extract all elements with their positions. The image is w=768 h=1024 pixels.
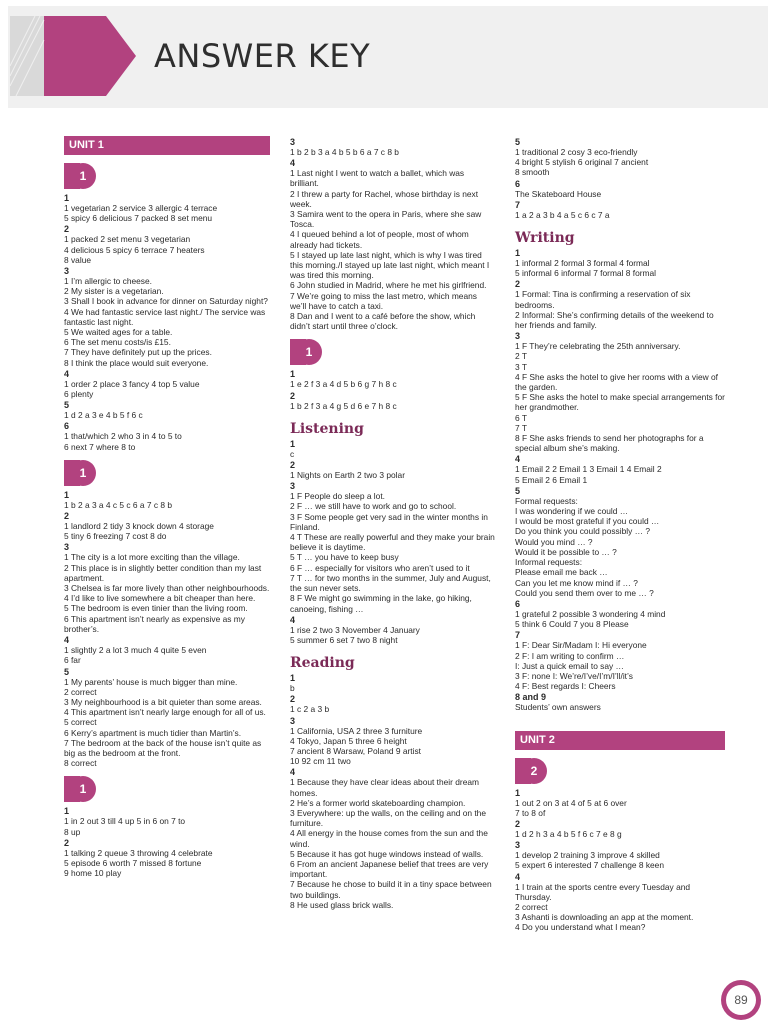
answer-line: 5 episode 6 worth 7 missed 8 fortune <box>64 857 202 868</box>
answer-line: 2 I threw a party for Rachel, whose birthday is next week. <box>290 188 479 209</box>
answer-line: Please email me back … <box>515 567 608 578</box>
answer-line: The Skateboard House <box>515 188 602 199</box>
exercise-number: 5 <box>64 400 70 411</box>
exercise-number: 4 <box>64 635 70 646</box>
exercise-number: 3 <box>515 331 521 342</box>
answer-line: 6 This apartment isn’t nearly as expensive as my brother’s. <box>64 613 245 634</box>
answer-line: 7 T <box>515 422 527 433</box>
lesson-number: 2 <box>521 758 547 784</box>
answer-line: 1 traditional 2 cosy 3 eco-friendly <box>515 147 638 157</box>
exercise-number: 2 <box>515 818 521 829</box>
answer-line: 4 I queued behind a lot of people, most of whom already had tickets. <box>290 229 469 250</box>
column-left <box>64 136 270 878</box>
answer-line: 5 I stayed up late last night, which is why I was tired this morning./I stayed up late last night, which meant I was tired this morning. <box>290 249 490 281</box>
answer-line: Formal requests: <box>515 495 578 506</box>
answer-line: 1 Formal: Tina is confirming a reservation of six bedrooms. <box>515 289 691 310</box>
answer-line: Students’ own answers <box>515 702 601 713</box>
answer-line: 3 Samira went to the opera in Paris, where she saw Tosca. <box>290 209 482 230</box>
lesson-tab <box>290 339 495 365</box>
answer-line: 4 delicious 5 spicy 6 terrace 7 heaters <box>64 244 205 255</box>
answer-line: 1 e 2 f 3 a 4 d 5 b 6 g 7 h 8 c <box>290 379 397 390</box>
answer-line: 8 smooth <box>515 167 550 178</box>
answer-line: Can you let me know mind if … ? <box>515 577 638 588</box>
exercise-number: 5 <box>515 137 521 147</box>
answer-line: 3 Ashanti is downloading an app at the moment. <box>515 912 694 923</box>
answer-line: 1 talking 2 queue 3 throwing 4 celebrate <box>64 847 213 858</box>
column-middle <box>290 136 495 910</box>
answer-line: 6 John studied in Madrid, where he met his girlfriend. <box>290 280 487 291</box>
lesson-tab <box>64 776 270 802</box>
answer-line: 1 b 2 a 3 a 4 c 5 c 6 a 7 c 8 b <box>64 499 173 510</box>
answer-line: 2 Informal: She’s confirming details of the weekend to her friends and family. <box>515 309 714 331</box>
exercise-number: 3 <box>290 137 296 147</box>
answer-line: Informal requests: <box>515 557 583 568</box>
answer-line: 8 Dan and I went to a café before the show, which didn’t start until three o’clock. <box>290 311 476 332</box>
exercise-number: 4 <box>290 767 296 778</box>
answer-line: 1 c 2 a 3 b <box>290 704 330 715</box>
answer-line: 8 F She asks friends to send her photographs for a special album she’s making. <box>515 433 704 454</box>
unit-heading: UNIT 2 <box>515 731 725 750</box>
answer-line: 2 My sister is a vegetarian. <box>64 286 164 297</box>
exercise-number: 1 <box>290 673 296 684</box>
exercise-number: 2 <box>290 460 296 471</box>
lesson-number: 1 <box>70 460 96 486</box>
exercise-number: 3 <box>64 266 70 277</box>
exercise-number: 4 <box>515 871 521 882</box>
answer-line: 6 plenty <box>64 389 94 400</box>
answer-line: 1 F People do sleep a lot. <box>290 491 385 502</box>
answer-line: 1 vegetarian 2 service 3 allergic 4 terrace <box>64 203 218 213</box>
answer-line: 7 T … for two months in the summer, July and August, the sun never sets. <box>290 572 491 594</box>
answer-line: 1 d 2 a 3 e 4 b 5 f 6 c <box>64 410 143 421</box>
answer-line: 1 out 2 on 3 at 4 of 5 at 6 over <box>515 797 627 808</box>
answer-line: 1 I’m allergic to cheese. <box>64 276 152 287</box>
section-heading: Listening <box>290 420 364 437</box>
answer-line: 6 far <box>64 655 81 666</box>
answer-line: 5 The bedroom is even tinier than the living room. <box>64 603 248 614</box>
lesson-number: 1 <box>70 163 96 189</box>
exercise-number: 1 <box>515 248 521 259</box>
answer-line: 5 informal 6 informal 7 formal 8 formal <box>515 268 657 279</box>
section-heading: Reading <box>290 655 355 672</box>
answer-line: 1 d 2 h 3 a 4 b 5 f 6 c 7 e 8 g <box>515 828 622 839</box>
answer-line: b <box>290 683 295 694</box>
exercise-number: 4 <box>290 614 296 625</box>
answer-line: 4 F: Best regards I: Cheers <box>515 681 616 692</box>
answer-line: 7 We’re going to miss the last metro, which means we’ll have to catch a taxi. <box>290 290 477 311</box>
exercise-number: 2 <box>64 224 70 235</box>
answer-line: 4 We had fantastic service last night./ The service was fantastic last night. <box>64 306 266 327</box>
answer-line: 3 F Some people get very sad in the winter months in Finland. <box>290 511 488 532</box>
answer-line: 10 92 cm 11 two <box>290 756 351 767</box>
answer-line: 8 value <box>64 254 92 265</box>
answer-line: 5 correct <box>64 717 97 728</box>
lesson-tab <box>64 460 270 486</box>
answer-line: 8 I think the place would suit everyone. <box>64 357 209 368</box>
answer-line: 3 Chelsea is far more lively than other neighbourhoods. <box>64 583 270 594</box>
answer-line: 2 F: I am writing to confirm … <box>515 650 625 661</box>
answer-line: 7 Because he chose to build it in a tiny space between two buildings. <box>290 879 492 900</box>
answer-line: 3 Shall I book in advance for dinner on Saturday night? <box>64 296 268 307</box>
answer-line: 2 He’s a former world skateboarding champion. <box>290 797 466 808</box>
answer-line: 3 Everywhere: up the walls, on the ceiling and on the furniture. <box>290 807 487 829</box>
answer-line: 4 I’d like to live somewhere a bit cheaper than here. <box>64 593 256 604</box>
answer-line: 2 This place is in slightly better condition than my last apartment. <box>64 562 262 583</box>
exercise-number: 3 <box>515 840 521 851</box>
column-right <box>515 136 725 933</box>
answer-line: 1 packed 2 set menu 3 vegetarian <box>64 234 191 245</box>
page-number: 89 <box>726 985 756 1015</box>
exercise-number: 2 <box>64 837 70 848</box>
answer-line: 6 next 7 where 8 to <box>64 441 136 452</box>
answer-line: 1 landlord 2 tidy 3 knock down 4 storage <box>64 521 214 532</box>
answer-line: 2 T <box>515 351 527 362</box>
answer-line: Could you send them over to me … ? <box>515 587 654 598</box>
answer-line: 4 F She asks the hotel to give her rooms with a view of the garden. <box>515 371 718 393</box>
answer-line: 5 expert 6 interested 7 challenge 8 keen <box>515 860 664 871</box>
answer-line: 6 The set menu costs/is £15. <box>64 337 171 348</box>
answer-line: 4 Do you understand what I mean? <box>515 922 646 933</box>
exercise-number: 4 <box>290 158 296 169</box>
answer-line: 4 bright 5 stylish 6 original 7 ancient <box>515 157 649 168</box>
answer-line: 1 rise 2 two 3 November 4 January <box>290 624 420 635</box>
answer-line: 5 We waited ages for a table. <box>64 327 173 338</box>
answer-line: 5 think 6 Could 7 you 8 Please <box>515 619 629 630</box>
lesson-tab <box>515 758 725 784</box>
answer-line: 7 The bedroom at the back of the house isn’t quite as big as the bedroom at the front. <box>64 737 262 758</box>
answer-line: 5 F She asks the hotel to make special arrangements for her grandmother. <box>515 392 725 413</box>
answer-line: 4 All energy in the house comes from the sun and the wind. <box>290 828 488 849</box>
answer-line: 4 This apartment isn’t nearly large enough for all of us. <box>64 707 266 718</box>
exercise-number: 4 <box>515 454 521 465</box>
answer-line: 3 F: none I: We’re/I’ve/I’m/I’ll/it’s <box>515 670 633 681</box>
answer-line: 1 in 2 out 3 till 4 up 5 in 6 on 7 to <box>64 816 186 827</box>
answer-line: 5 T … you have to keep busy <box>290 552 399 563</box>
answer-line: 7 to 8 of <box>515 807 546 818</box>
exercise-number: 2 <box>290 390 296 401</box>
answer-line: I would be most grateful if you could … <box>515 516 660 527</box>
answer-line: 1 informal 2 formal 3 formal 4 formal <box>515 258 650 269</box>
exercise-number: 6 <box>515 178 521 189</box>
answer-line: 1 My parents’ house is much bigger than mine. <box>64 676 238 687</box>
answer-line: 5 summer 6 set 7 two 8 night <box>290 634 398 645</box>
answer-line: 1 develop 2 training 3 improve 4 skilled <box>515 850 660 861</box>
exercise-number: 6 <box>515 598 521 609</box>
answer-line: 3 My neighbourhood is a bit quieter than some areas. <box>64 696 262 707</box>
exercise-number: 2 <box>64 511 70 522</box>
answer-line: 5 Email 2 6 Email 1 <box>515 474 588 485</box>
exercise-number: 1 <box>290 438 296 449</box>
answer-line: I was wondering if we could … <box>515 506 629 517</box>
answer-line: 1 Because they have clear ideas about their dream homes. <box>290 777 480 798</box>
exercise-number: 1 <box>64 193 70 203</box>
answer-line: 2 correct <box>64 686 97 697</box>
answer-line: 1 F: Dear Sir/Madam I: Hi everyone <box>515 640 647 651</box>
exercise-number: 7 <box>515 199 521 210</box>
answer-line: 1 slightly 2 a lot 3 much 4 quite 5 even <box>64 645 207 656</box>
answer-line: 4 Tokyo, Japan 5 three 6 height <box>290 735 407 746</box>
exercise-number: 2 <box>515 279 521 290</box>
answer-line: 1 grateful 2 possible 3 wondering 4 mind <box>515 608 666 619</box>
answer-line: 8 correct <box>64 758 97 769</box>
answer-line: Would it be possible to … ? <box>515 546 617 557</box>
answer-line: 7 ancient 8 Warsaw, Poland 9 artist <box>290 745 421 756</box>
exercise-number: 1 <box>290 369 296 380</box>
answer-line: 8 up <box>64 826 81 837</box>
answer-line: 1 Email 2 2 Email 1 3 Email 1 4 Email 2 <box>515 464 662 475</box>
lesson-tab <box>64 163 270 189</box>
answer-line: 1 that/which 2 who 3 in 4 to 5 to <box>64 431 182 442</box>
section-heading: Writing <box>515 230 575 247</box>
exercise-number: 4 <box>64 368 70 379</box>
exercise-number: 1 <box>64 806 70 817</box>
answer-line: 1 b 2 b 3 a 4 b 5 b 6 a 7 c 8 b <box>290 147 399 157</box>
answer-line: 5 tiny 6 freezing 7 cost 8 do <box>64 531 167 542</box>
answer-line: 4 T These are really powerful and they make your brain believe it is daytime. <box>290 532 495 553</box>
answer-line: 8 F We might go swimming in the lake, go hiking, canoeing, fishing … <box>290 593 472 614</box>
answer-line: 3 T <box>515 361 527 372</box>
unit-heading: UNIT 1 <box>64 136 270 155</box>
answer-line: 2 F … we still have to work and go to school. <box>290 501 457 512</box>
exercise-number: 6 <box>64 421 70 432</box>
header-chevron-icon <box>10 16 136 96</box>
lesson-number: 1 <box>70 776 96 802</box>
exercise-number: 8 and 9 <box>515 692 547 703</box>
exercise-number: 3 <box>290 481 296 492</box>
answer-line: 6 F … especially for visitors who aren’t used to it <box>290 562 470 573</box>
answer-line: 6 From an ancient Japanese belief that trees are very important. <box>290 858 489 880</box>
answer-line: 8 He used glass brick walls. <box>290 899 394 910</box>
answer-line: 1 Last night I went to watch a ballet, which was brilliant. <box>290 168 465 189</box>
exercise-number: 2 <box>290 694 296 705</box>
exercise-number: 1 <box>64 489 70 500</box>
answer-line: 2 correct <box>515 901 548 912</box>
answer-line: 1 a 2 a 3 b 4 a 5 c 6 c 7 a <box>515 209 610 220</box>
exercise-number: 3 <box>64 542 70 553</box>
exercise-number: 5 <box>64 666 70 677</box>
exercise-number: 5 <box>515 485 521 496</box>
answer-line: Do you think you could possibly … ? <box>515 526 651 537</box>
answer-line: 6 T <box>515 412 527 423</box>
exercise-number: 3 <box>290 715 296 726</box>
exercise-number: 1 <box>515 787 521 798</box>
answer-line: I: Just a quick email to say … <box>515 660 624 671</box>
answer-line: 1 order 2 place 3 fancy 4 top 5 value <box>64 378 200 389</box>
answer-line: 1 I train at the sports centre every Tuesday and Thursday. <box>515 881 691 902</box>
answer-line: 7 They have definitely put up the prices. <box>64 347 212 358</box>
answer-line: 1 F They’re celebrating the 25th anniversary. <box>515 341 681 352</box>
page-title: ANSWER KEY <box>154 37 371 75</box>
answer-line: 1 b 2 f 3 a 4 g 5 d 6 e 7 h 8 c <box>290 400 397 411</box>
answer-line: 1 California, USA 2 three 3 furniture <box>290 725 423 736</box>
answer-line: 1 The city is a lot more exciting than the village. <box>64 552 240 563</box>
answer-line: 6 Kerry’s apartment is much tidier than Martin’s. <box>64 727 242 738</box>
answer-line: 9 home 10 play <box>64 868 122 879</box>
page-number-badge <box>721 980 761 1020</box>
exercise-number: 7 <box>515 630 521 641</box>
answer-line: c <box>290 448 295 459</box>
answer-line: 5 Because it has got huge windows instead of walls. <box>290 848 484 859</box>
answer-line: Would you mind … ? <box>515 536 593 547</box>
lesson-number: 1 <box>296 339 322 365</box>
answer-line: 5 spicy 6 delicious 7 packed 8 set menu <box>64 213 213 224</box>
answer-line: 1 Nights on Earth 2 two 3 polar <box>290 470 405 481</box>
